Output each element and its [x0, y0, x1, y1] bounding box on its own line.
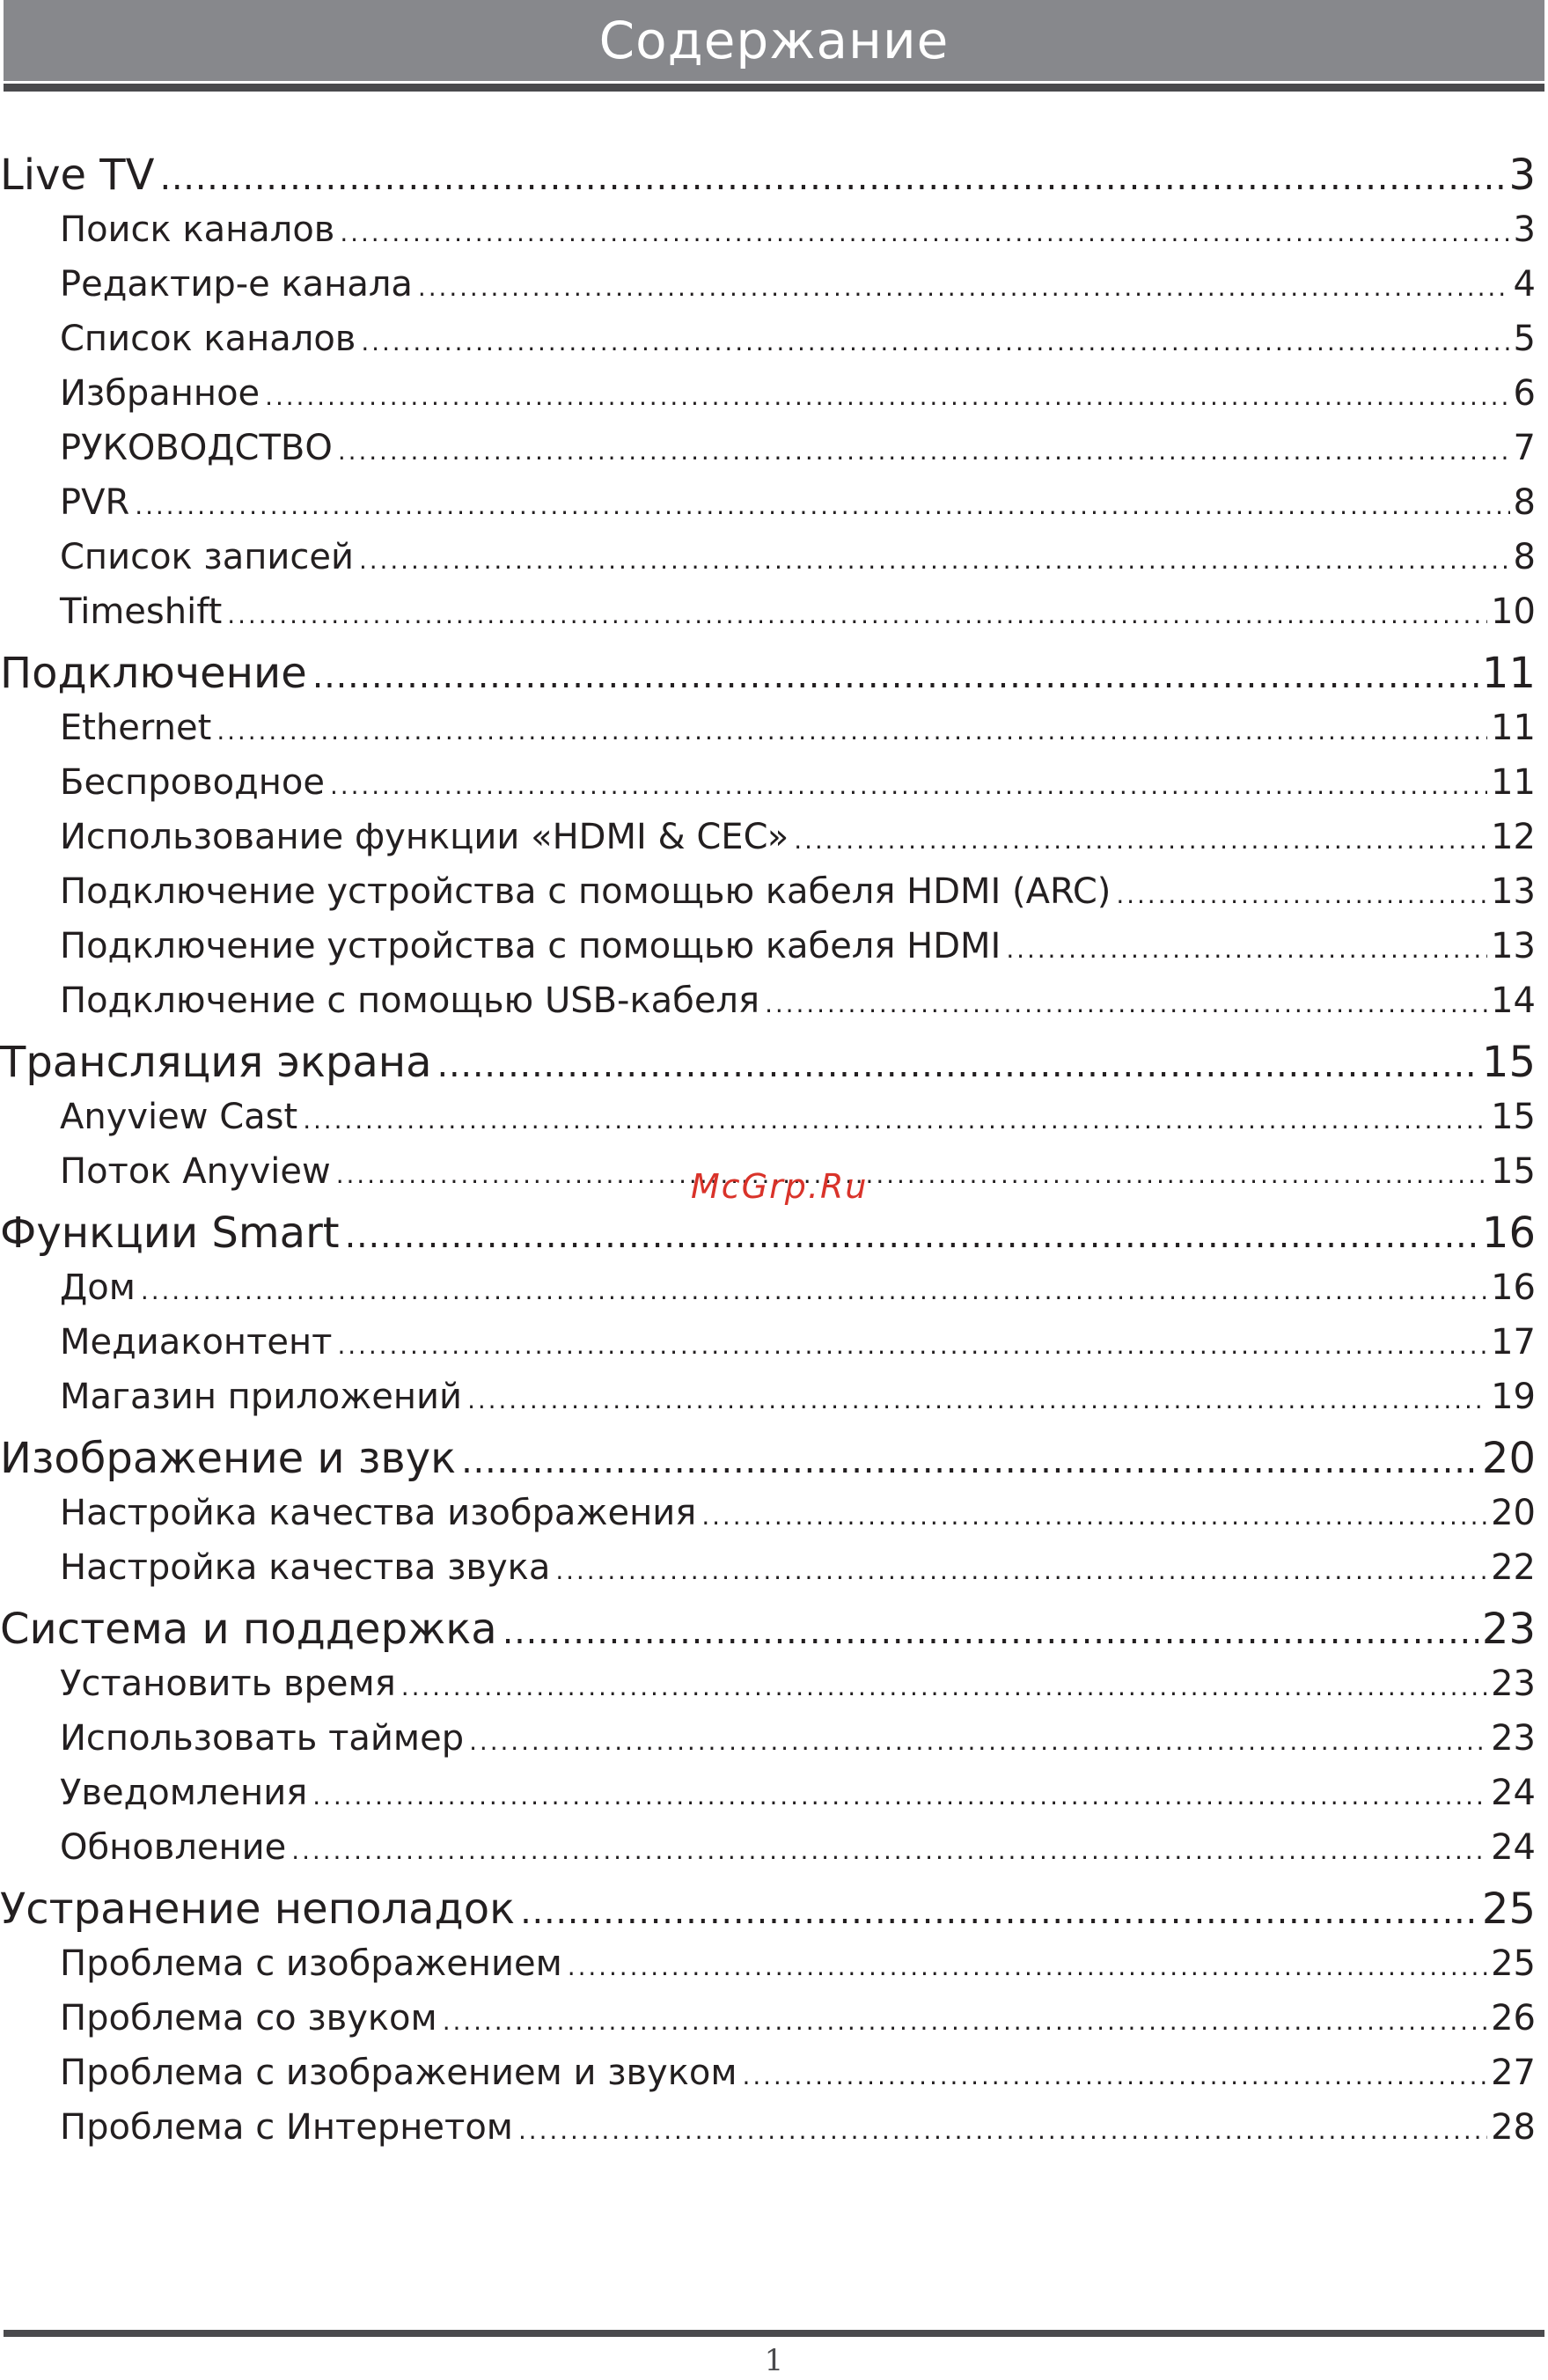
toc-entry-page: 3 — [1508, 151, 1536, 200]
dot-leader — [291, 1824, 1487, 1878]
toc-entry-page: 11 — [1491, 708, 1536, 748]
header-bar — [4, 0, 1544, 81]
toc-entry-title: Уведомления — [60, 1773, 308, 1813]
toc-entry-page: 20 — [1481, 1434, 1536, 1483]
toc-entry-page: 15 — [1481, 1038, 1536, 1087]
toc-entry-title: Использование функции «HDMI & CEC» — [60, 817, 789, 857]
toc-entry-page: 6 — [1513, 373, 1536, 414]
toc-entry-title: Использовать таймер — [60, 1718, 465, 1759]
dot-leader — [503, 1605, 1478, 1659]
toc-entry-page: 15 — [1491, 1151, 1536, 1192]
dot-leader — [338, 424, 1510, 479]
toc-entry-title: РУКОВОДСТВО — [60, 428, 333, 468]
toc-section — [0, 1882, 1536, 2155]
toc-subentry[interactable] — [0, 2100, 1536, 2155]
page-title: Содержание — [598, 11, 950, 70]
dot-leader — [159, 151, 1505, 205]
toc-subentry[interactable] — [0, 312, 1536, 366]
dot-leader — [330, 759, 1487, 813]
toc-entry-title: Подключение с помощью USB-кабеля — [60, 981, 760, 1021]
dot-leader — [312, 1769, 1487, 1824]
table-of-contents — [0, 148, 1536, 2155]
toc-chapter[interactable] — [0, 646, 1536, 701]
toc-entry-page: 7 — [1513, 428, 1536, 468]
toc-entry-title: Подключение устройства с помощью кабеля HDMI (ARC) — [60, 871, 1111, 912]
toc-entry-title: Проблема со звуком — [60, 1998, 437, 2038]
dot-leader — [437, 1038, 1478, 1092]
watermark: McGrp.Ru — [691, 1167, 869, 1206]
toc-entry-page: 23 — [1491, 1718, 1536, 1759]
dot-leader — [1006, 922, 1487, 977]
dot-leader — [743, 2049, 1488, 2104]
toc-subentry[interactable] — [0, 475, 1536, 530]
toc-subentry[interactable] — [0, 2046, 1536, 2100]
toc-entry-title: Список каналов — [60, 319, 356, 359]
toc-entry-page: 17 — [1491, 1322, 1536, 1363]
toc-entry-page: 22 — [1491, 1547, 1536, 1588]
toc-entry-title: Проблема с Интернетом — [60, 2107, 513, 2148]
dot-leader — [443, 1994, 1487, 2049]
toc-entry-page: 11 — [1491, 762, 1536, 803]
dot-leader — [401, 1660, 1487, 1715]
toc-entry-page: 16 — [1481, 1208, 1536, 1258]
toc-subentry[interactable] — [0, 366, 1536, 421]
dot-leader — [1116, 868, 1487, 922]
dot-leader — [418, 261, 1510, 315]
toc-subentry[interactable] — [0, 973, 1536, 1028]
toc-subentry[interactable] — [0, 1540, 1536, 1595]
toc-entry-page: 4 — [1513, 264, 1536, 305]
toc-subentry[interactable] — [0, 1711, 1536, 1766]
footer-divider — [4, 2330, 1544, 2337]
dot-leader — [135, 479, 1509, 533]
toc-entry-page: 24 — [1491, 1827, 1536, 1868]
dot-leader — [555, 1544, 1487, 1598]
page-number: 1 — [764, 2343, 784, 2378]
header-divider — [4, 84, 1544, 92]
toc-entry-page: 26 — [1491, 1998, 1536, 2038]
toc-subentry[interactable] — [0, 1486, 1536, 1540]
toc-subentry[interactable] — [0, 1656, 1536, 1711]
toc-chapter[interactable] — [0, 1431, 1536, 1486]
toc-subentry[interactable] — [0, 755, 1536, 810]
toc-entry-title: Избранное — [60, 373, 260, 414]
toc-entry-title: Настройка качества звука — [60, 1547, 551, 1588]
toc-entry-title: Дом — [60, 1267, 136, 1308]
toc-entry-page: 27 — [1491, 2053, 1536, 2093]
dot-leader — [794, 813, 1487, 868]
dot-leader — [312, 649, 1478, 703]
toc-entry-page: 25 — [1481, 1884, 1536, 1934]
toc-entry-title: Обновление — [60, 1827, 287, 1868]
toc-entry-title: Медиаконтент — [60, 1322, 333, 1363]
dot-leader — [227, 588, 1487, 643]
toc-entry-page: 14 — [1491, 981, 1536, 1021]
toc-entry-title: Список записей — [60, 537, 354, 577]
toc-subentry[interactable] — [0, 1991, 1536, 2046]
toc-entry-page: 8 — [1513, 482, 1536, 523]
toc-subentry[interactable] — [0, 1370, 1536, 1424]
dot-leader — [461, 1434, 1478, 1488]
toc-section — [0, 1602, 1536, 1875]
toc-entry-title: Поиск каналов — [60, 209, 335, 250]
toc-subentry[interactable] — [0, 701, 1536, 755]
toc-entry-title: Подключение устройства с помощью кабеля HDMI — [60, 926, 1001, 966]
toc-entry-title: Изображение и звук — [0, 1434, 457, 1483]
toc-entry-title: Система и поддержка — [0, 1605, 497, 1654]
toc-entry-page: 10 — [1491, 591, 1536, 632]
toc-subentry[interactable] — [0, 1260, 1536, 1315]
toc-chapter[interactable] — [0, 1035, 1536, 1090]
dot-leader — [361, 315, 1509, 370]
toc-entry-title: Трансляция экрана — [0, 1038, 432, 1087]
dot-leader — [568, 1940, 1487, 1994]
toc-subentry[interactable] — [0, 584, 1536, 639]
toc-entry-title: Редактир-е канала — [60, 264, 413, 305]
dot-leader — [359, 533, 1510, 588]
dot-leader — [340, 206, 1509, 261]
dot-leader — [265, 370, 1509, 424]
dot-leader — [337, 1319, 1487, 1373]
dot-leader — [469, 1715, 1487, 1769]
toc-entry-page: 8 — [1513, 537, 1536, 577]
dot-leader — [303, 1093, 1487, 1148]
dot-leader — [518, 2104, 1487, 2158]
toc-entry-title: Проблема с изображением — [60, 1943, 562, 1984]
toc-entry-title: Функции Smart — [0, 1208, 340, 1258]
toc-entry-title: Беспроводное — [60, 762, 325, 803]
toc-chapter[interactable] — [0, 1602, 1536, 1656]
toc-entry-title: Ethernet — [60, 708, 212, 748]
toc-subentry[interactable] — [0, 1766, 1536, 1820]
toc-entry-title: Устранение неполадок — [0, 1884, 516, 1934]
toc-subentry[interactable] — [0, 530, 1536, 584]
dot-leader — [141, 1264, 1487, 1319]
toc-entry-page: 25 — [1491, 1943, 1536, 1984]
dot-leader — [467, 1373, 1487, 1428]
toc-section — [0, 646, 1536, 1028]
toc-entry-page: 5 — [1513, 319, 1536, 359]
toc-subentry[interactable] — [0, 421, 1536, 475]
toc-entry-page: 11 — [1481, 649, 1536, 698]
toc-subentry[interactable] — [0, 1820, 1536, 1875]
toc-section — [0, 1206, 1536, 1424]
toc-subentry[interactable] — [0, 810, 1536, 864]
toc-entry-page: 23 — [1491, 1664, 1536, 1704]
dot-leader — [336, 1148, 1487, 1202]
toc-entry-title: Магазин приложений — [60, 1377, 463, 1417]
toc-entry-title: Live TV — [0, 151, 155, 200]
toc-subentry[interactable] — [0, 1936, 1536, 1991]
toc-entry-title: PVR — [60, 482, 130, 523]
toc-entry-title: Anyview Cast — [60, 1097, 298, 1137]
toc-subentry[interactable] — [0, 919, 1536, 973]
toc-subentry[interactable] — [0, 202, 1536, 257]
toc-section — [0, 1431, 1536, 1595]
toc-entry-title: Проблема с изображением и звуком — [60, 2053, 737, 2093]
toc-entry-page: 13 — [1491, 926, 1536, 966]
toc-chapter[interactable] — [0, 1206, 1536, 1260]
toc-entry-page: 24 — [1491, 1773, 1536, 1813]
toc-entry-title: Установить время — [60, 1664, 396, 1704]
toc-subentry[interactable] — [0, 1090, 1536, 1144]
toc-subentry[interactable] — [0, 864, 1536, 919]
toc-entry-page: 16 — [1491, 1267, 1536, 1308]
toc-entry-page: 3 — [1513, 209, 1536, 250]
toc-entry-page: 13 — [1491, 871, 1536, 912]
toc-chapter[interactable] — [0, 1882, 1536, 1936]
toc-section — [0, 148, 1536, 639]
toc-entry-title: Timeshift — [60, 591, 223, 632]
toc-entry-page: 12 — [1491, 817, 1536, 857]
toc-entry-page: 19 — [1491, 1377, 1536, 1417]
toc-entry-page: 20 — [1491, 1493, 1536, 1533]
toc-subentry[interactable] — [0, 1315, 1536, 1370]
dot-leader — [520, 1884, 1478, 1939]
toc-entry-page: 23 — [1481, 1605, 1536, 1654]
toc-entry-page: 15 — [1491, 1097, 1536, 1137]
dot-leader — [216, 704, 1487, 759]
dot-leader — [765, 977, 1487, 1032]
dot-leader — [345, 1208, 1478, 1263]
toc-entry-title: Подключение — [0, 649, 307, 698]
toc-subentry[interactable] — [0, 257, 1536, 312]
toc-entry-page: 28 — [1491, 2107, 1536, 2148]
dot-leader — [701, 1489, 1487, 1544]
toc-entry-title: Поток Anyview — [60, 1151, 331, 1192]
toc-chapter[interactable] — [0, 148, 1536, 202]
toc-entry-title: Настройка качества изображения — [60, 1493, 697, 1533]
